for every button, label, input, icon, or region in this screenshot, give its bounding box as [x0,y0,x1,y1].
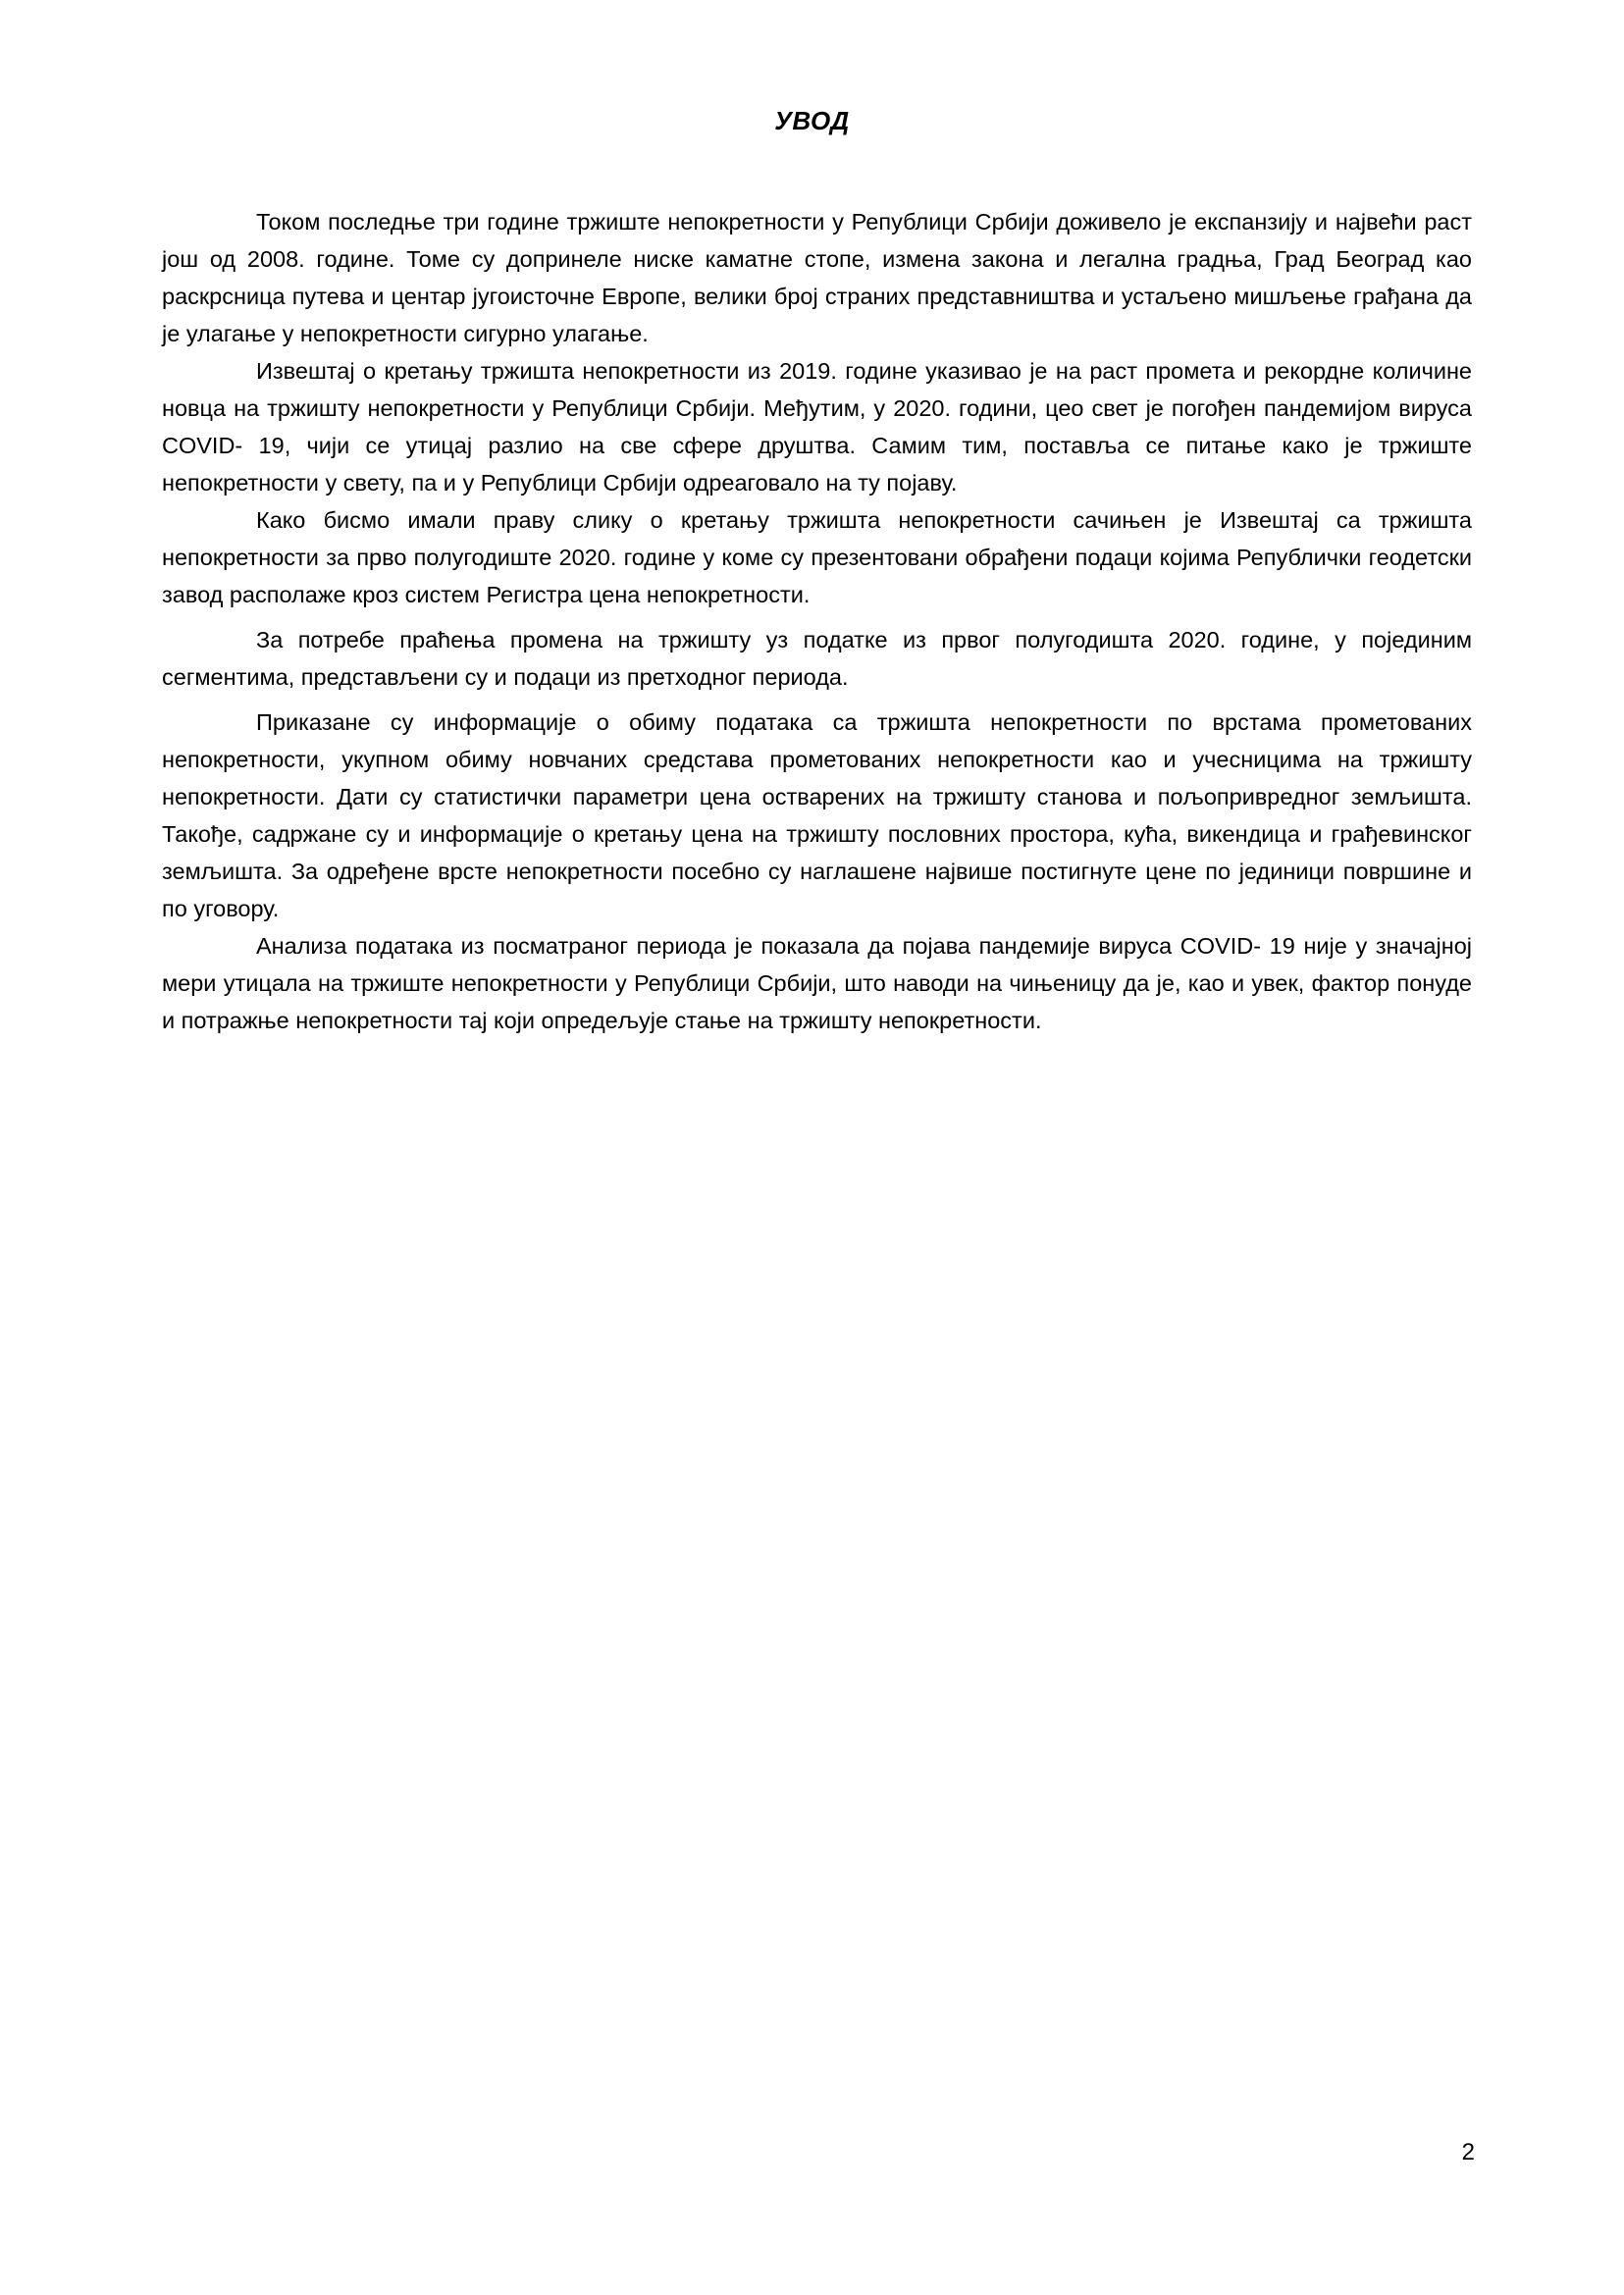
paragraph-analysis: Анализа података из посматраног периода је показала да појава пандемије вируса COVID- 19 није у значајној мери утицала на тржиште непокретности у Републици Србији, што наводи на чињеницу да је, као и увек, фактор понуде и потражње непокретности тај који опредељује стање на тржишту непокретности. [162,933,1472,1033]
paragraph-previous-period: За потребе праћења промена на тржишту уз податке из првог полугодишта 2020. године, у појединим сегментима, представљени су и подаци из претходног периода. [162,627,1472,690]
paragraph-intro: Током последње три године тржиште непокретности у Републици Србији доживело је експанзију и највећи раст још од 2008. године. Томе су допринеле ниске каматне стопе, измена закона и легална градња, Град Београд као раскрсница путева и центар југоисточне Европе, велики број страних представништва и устаљено мишљење грађана да је улагање у непокретности сигурно улагање. [162,209,1472,346]
paragraph-2019-report: Извештај о кретању тржишта непокретности из 2019. године указивао је на раст промета и рекордне количине новца на тржишту непокретности у Републици Србији. Међутим, у 2020. години, цео свет је погођен пандемијом вируса COVID- 19, чији се утицај разлио на све сфере друштва. Самим тим, поставља се питање како је тржиште непокретности у свету, па и у Републици Србији одреаговало на ту појаву. [162,358,1472,496]
body-text [162,203,1472,1039]
page-number: 2 [1461,2139,1475,2165]
paragraph-information: Приказане су информације о обиму података са тржишта непокретности по врстама прометованих непокретности, укупном обиму новчаних средстава прометованих непокретности као и учесницима на тржишту непокретности. Дати су статистички параметри цена остварених на тржишту станова и пољопривредног земљишта. Такође, садржане су и информације о кретању цена на тржишту пословних простора, кућа, викендица и грађевинског земљишта. За одређене врсте непокретности посебно су наглашене највише постигнуте цене по јединици површине и по уговору. [162,709,1472,921]
page-title: УВОД [774,106,850,135]
paragraph-report-scope: Како бисмо имали праву слику о кретању тржишта непокретности сачињен је Извештај са тржишта непокретности за прво полугодиште 2020. године у коме су презентовани обрађени подаци којима Републички геодетски завод располаже кроз систем Регистра цена непокретности. [162,507,1472,607]
